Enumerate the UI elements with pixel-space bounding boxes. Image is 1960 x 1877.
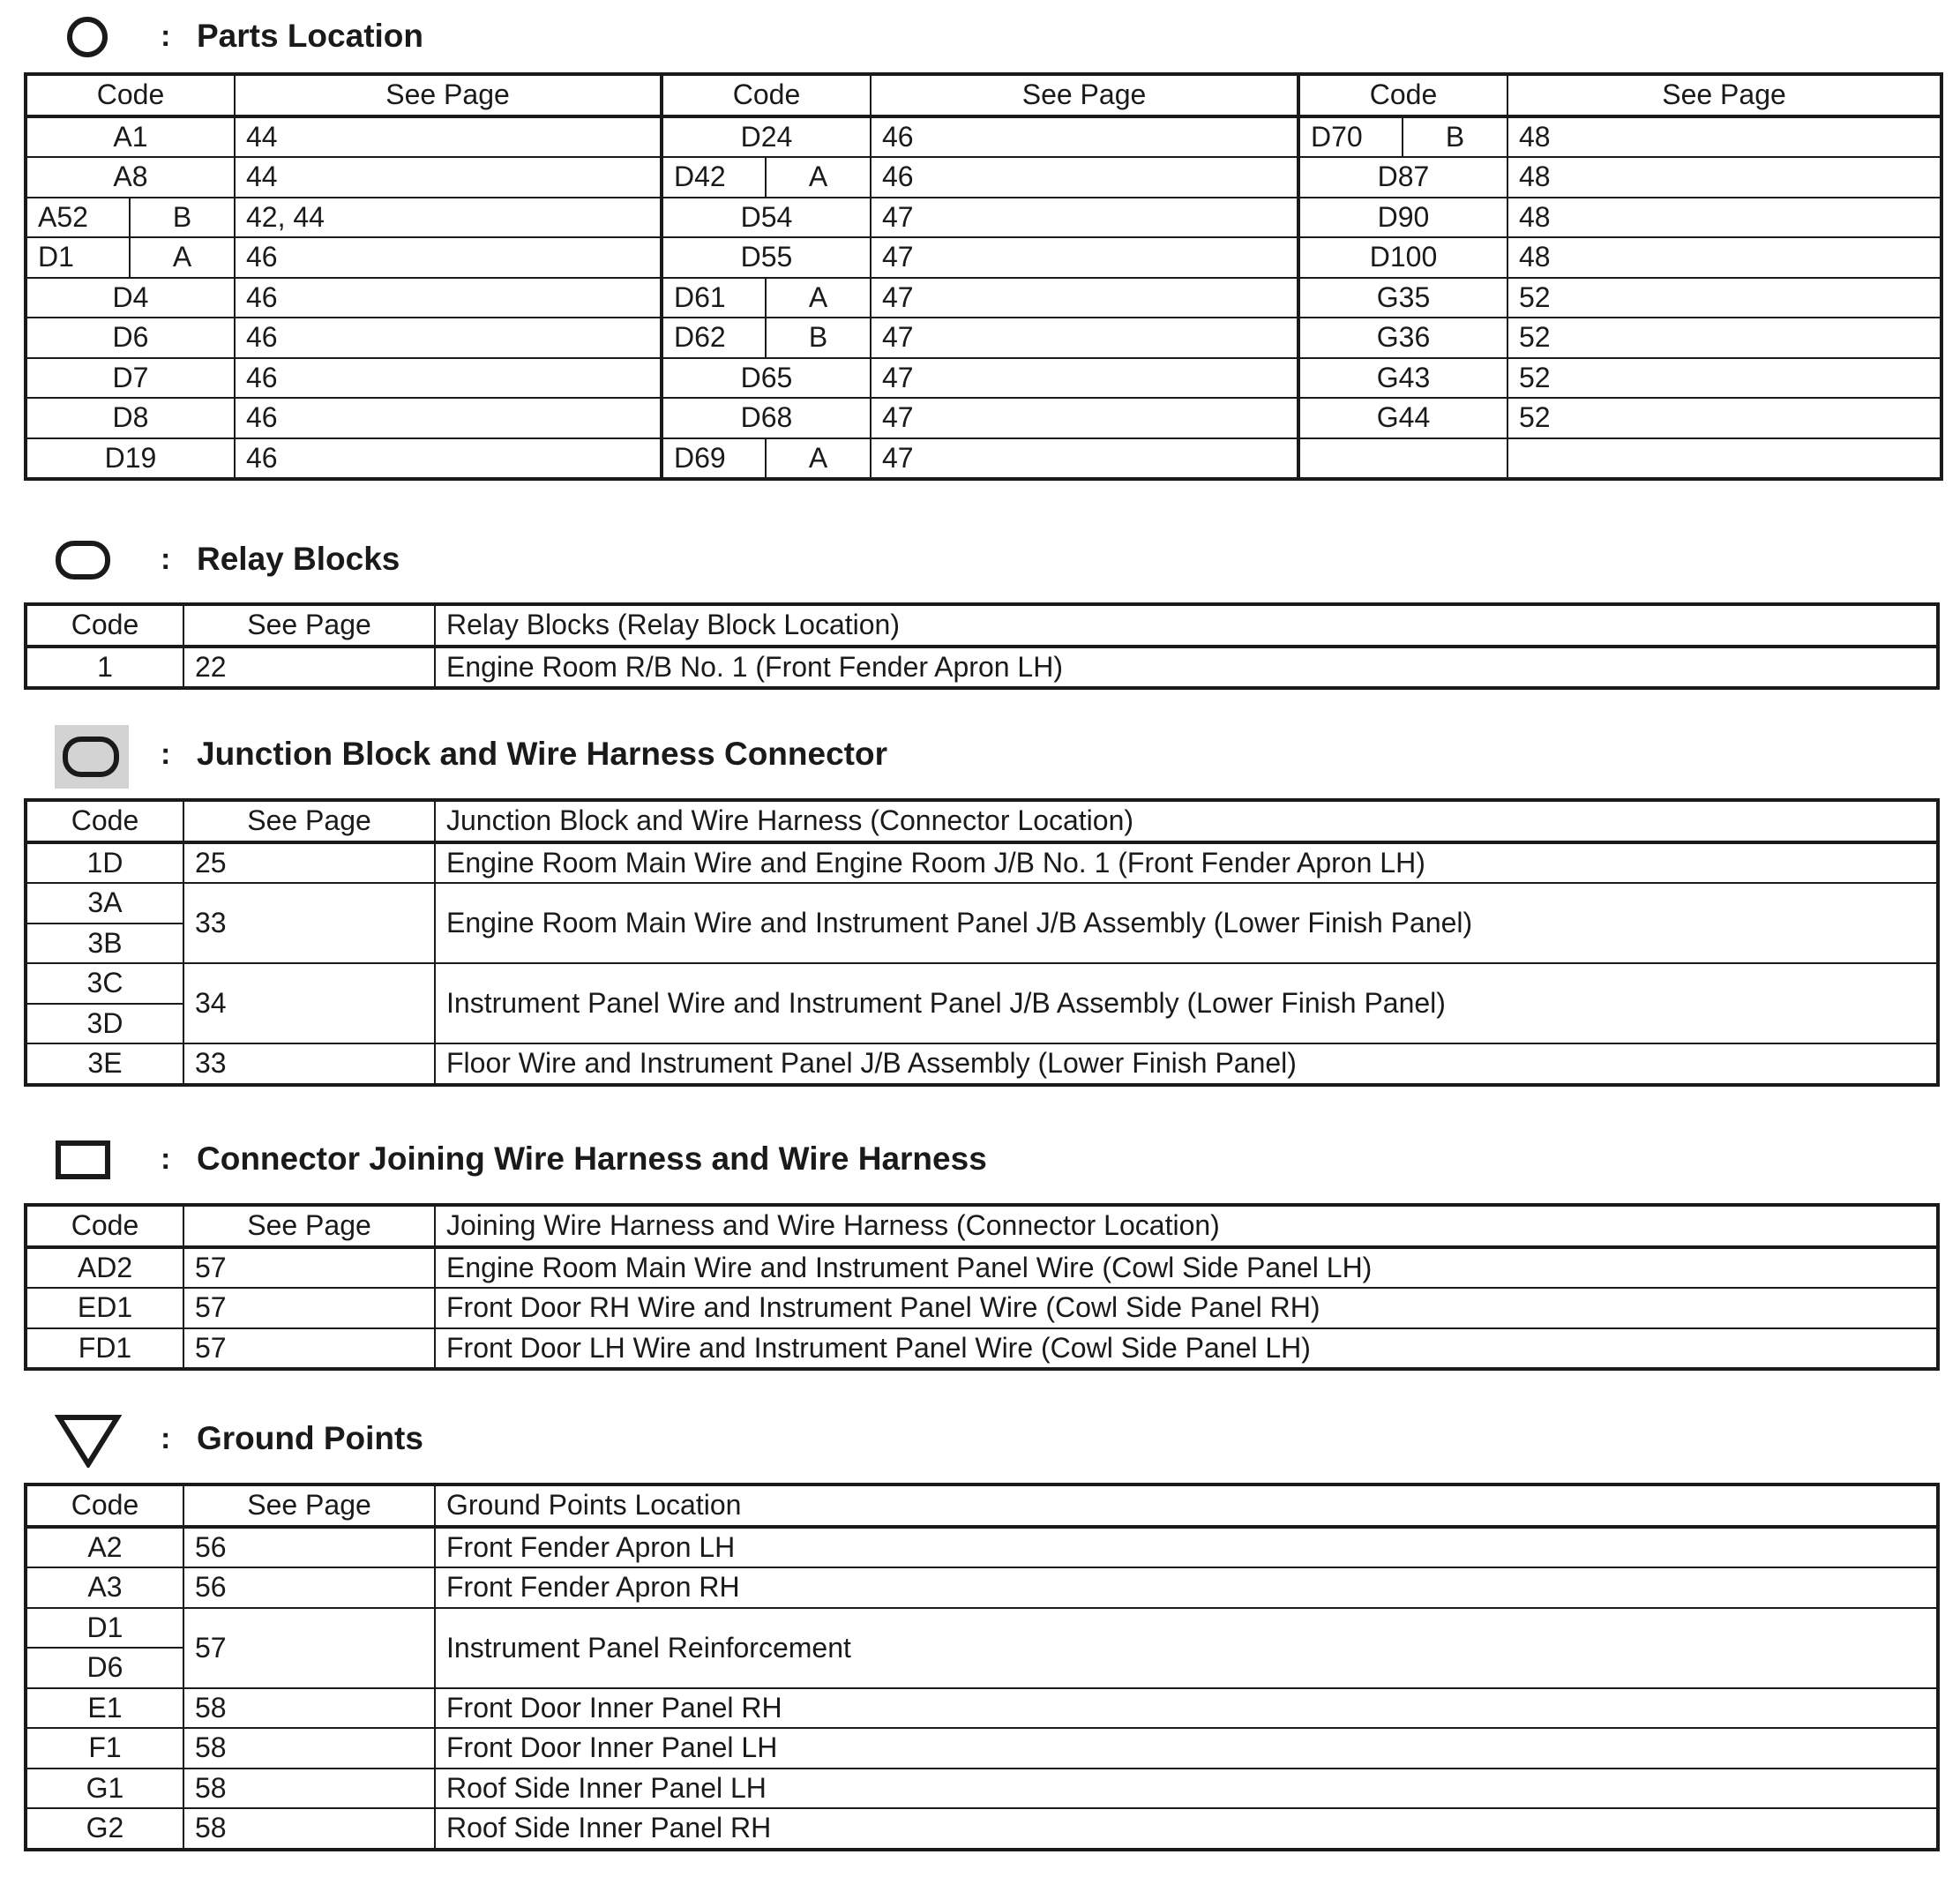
see-page-cell: 47 xyxy=(871,278,1298,318)
code-cell: D7 xyxy=(26,358,235,399)
see-page-cell: 44 xyxy=(235,157,662,198)
junction-block-header xyxy=(0,729,1960,781)
table-header-row xyxy=(26,604,1938,647)
table-row xyxy=(26,278,1941,318)
code-cell: A52 xyxy=(26,198,130,238)
column-header-see-page: See Page xyxy=(871,74,1298,116)
code-cell: G1 xyxy=(26,1769,183,1809)
location-cell: Roof Side Inner Panel LH xyxy=(435,1769,1938,1809)
see-page-cell: 48 xyxy=(1507,116,1941,158)
see-page-cell: 52 xyxy=(1507,398,1941,438)
table-row xyxy=(26,647,1938,689)
code-suffix-cell: A xyxy=(766,157,871,198)
table-row xyxy=(26,157,1941,198)
code-cell: F1 xyxy=(26,1728,183,1769)
column-header-see-page: See Page xyxy=(183,1205,435,1247)
location-cell: Front Door Inner Panel LH xyxy=(435,1728,1938,1769)
circle-icon xyxy=(65,15,109,59)
table-row xyxy=(26,883,1938,924)
location-cell: Instrument Panel Wire and Instrument Panel J/B Assembly (Lower Finish Panel) xyxy=(435,963,1938,1043)
table-row xyxy=(26,1527,1938,1568)
rounded-rectangle-icon xyxy=(55,538,113,582)
location-cell: Front Door Inner Panel RH xyxy=(435,1688,1938,1729)
code-cell: D6 xyxy=(26,1648,183,1688)
location-cell: Engine Room R/B No. 1 (Front Fender Apron LH) xyxy=(435,647,1938,689)
code-suffix-cell: A xyxy=(766,438,871,480)
see-page-cell: 44 xyxy=(235,116,662,158)
parts-location-table xyxy=(24,72,1943,481)
code-cell: G44 xyxy=(1298,398,1507,438)
see-page-cell: 52 xyxy=(1507,358,1941,399)
code-suffix-cell: A xyxy=(766,278,871,318)
code-suffix-cell: B xyxy=(1403,116,1507,158)
section-colon: : xyxy=(161,1142,171,1176)
column-header-code: Code xyxy=(26,74,235,116)
code-cell: D4 xyxy=(26,278,235,318)
table-row xyxy=(26,842,1938,884)
location-cell: Roof Side Inner Panel RH xyxy=(435,1808,1938,1850)
table-row xyxy=(26,1808,1938,1850)
column-header-code: Code xyxy=(26,800,183,842)
see-page-cell: 47 xyxy=(871,318,1298,358)
see-page-cell: 48 xyxy=(1507,157,1941,198)
table-row xyxy=(26,1328,1938,1370)
code-suffix-cell: B xyxy=(130,198,235,238)
code-cell: D100 xyxy=(1298,237,1507,278)
code-cell: D1 xyxy=(26,237,130,278)
code-cell: 3E xyxy=(26,1043,183,1085)
see-page-cell: 34 xyxy=(183,963,435,1043)
table-row xyxy=(26,1567,1938,1608)
location-cell: Floor Wire and Instrument Panel J/B Assembly (Lower Finish Panel) xyxy=(435,1043,1938,1085)
table-header-row xyxy=(26,74,1941,116)
column-header-code: Code xyxy=(662,74,871,116)
section-title-junction-block: Junction Block and Wire Harness Connector xyxy=(197,736,887,772)
location-cell: Engine Room Main Wire and Engine Room J/B No. 1 (Front Fender Apron LH) xyxy=(435,842,1938,884)
table-row xyxy=(26,237,1941,278)
column-header-code: Code xyxy=(26,1484,183,1527)
column-header-location: Ground Points Location xyxy=(435,1484,1938,1527)
table-row xyxy=(26,1608,1938,1649)
see-page-cell: 57 xyxy=(183,1247,435,1289)
code-cell: E1 xyxy=(26,1688,183,1729)
connector-joining-table xyxy=(24,1203,1940,1371)
column-header-see-page: See Page xyxy=(183,800,435,842)
code-cell: D62 xyxy=(662,318,766,358)
column-header-location: Relay Blocks (Relay Block Location) xyxy=(435,604,1938,647)
code-cell: D55 xyxy=(662,237,871,278)
code-cell: A2 xyxy=(26,1527,183,1568)
code-cell: D6 xyxy=(26,318,235,358)
see-page-cell: 25 xyxy=(183,842,435,884)
see-page-cell: 46 xyxy=(235,318,662,358)
table-row xyxy=(26,1688,1938,1729)
section-title-parts-location: Parts Location xyxy=(197,18,423,54)
section-title-relay-blocks: Relay Blocks xyxy=(197,541,400,577)
location-cell: Front Door LH Wire and Instrument Panel Wire (Cowl Side Panel LH) xyxy=(435,1328,1938,1370)
see-page-cell: 42, 44 xyxy=(235,198,662,238)
see-page-cell: 33 xyxy=(183,1043,435,1085)
table-header-row xyxy=(26,800,1938,842)
section-colon: : xyxy=(161,737,171,771)
column-header-location: Joining Wire Harness and Wire Harness (Connector Location) xyxy=(435,1205,1938,1247)
table-header-row xyxy=(26,1205,1938,1247)
see-page-cell: 46 xyxy=(871,116,1298,158)
see-page-cell: 47 xyxy=(871,398,1298,438)
location-cell: Engine Room Main Wire and Instrument Panel Wire (Cowl Side Panel LH) xyxy=(435,1247,1938,1289)
code-cell: D1 xyxy=(26,1608,183,1649)
code-cell: D61 xyxy=(662,278,766,318)
code-cell: A8 xyxy=(26,157,235,198)
code-cell: D19 xyxy=(26,438,235,480)
table-row xyxy=(26,1247,1938,1289)
location-cell: Front Fender Apron LH xyxy=(435,1527,1938,1568)
code-cell: 1D xyxy=(26,842,183,884)
see-page-cell: 52 xyxy=(1507,318,1941,358)
table-row xyxy=(26,116,1941,158)
see-page-cell: 58 xyxy=(183,1728,435,1769)
see-page-cell: 48 xyxy=(1507,237,1941,278)
section-colon: : xyxy=(161,1422,171,1455)
see-page-cell: 57 xyxy=(183,1328,435,1370)
code-cell: D87 xyxy=(1298,157,1507,198)
code-cell: 3D xyxy=(26,1004,183,1044)
location-cell: Front Fender Apron RH xyxy=(435,1567,1938,1608)
table-row xyxy=(26,358,1941,399)
location-cell: Engine Room Main Wire and Instrument Panel J/B Assembly (Lower Finish Panel) xyxy=(435,883,1938,963)
table-row xyxy=(26,398,1941,438)
section-title-ground-points: Ground Points xyxy=(197,1420,423,1456)
table-row xyxy=(26,963,1938,1004)
code-cell: D90 xyxy=(1298,198,1507,238)
code-cell: D8 xyxy=(26,398,235,438)
code-cell: D68 xyxy=(662,398,871,438)
code-cell: G43 xyxy=(1298,358,1507,399)
code-cell: D24 xyxy=(662,116,871,158)
code-cell: AD2 xyxy=(26,1247,183,1289)
code-cell: ED1 xyxy=(26,1288,183,1328)
see-page-cell: 47 xyxy=(871,358,1298,399)
see-page-cell: 52 xyxy=(1507,278,1941,318)
table-row xyxy=(26,1288,1938,1328)
down-triangle-icon xyxy=(55,1413,122,1468)
code-cell: G2 xyxy=(26,1808,183,1850)
see-page-cell: 56 xyxy=(183,1527,435,1568)
table-row xyxy=(26,1728,1938,1769)
relay-blocks-table xyxy=(24,602,1940,690)
column-header-code: Code xyxy=(26,1205,183,1247)
see-page-cell: 33 xyxy=(183,883,435,963)
see-page-cell: 47 xyxy=(871,438,1298,480)
code-cell: D65 xyxy=(662,358,871,399)
code-cell: D70 xyxy=(1298,116,1403,158)
code-cell: A3 xyxy=(26,1567,183,1608)
location-cell: Front Door RH Wire and Instrument Panel Wire (Cowl Side Panel RH) xyxy=(435,1288,1938,1328)
see-page-cell xyxy=(1507,438,1941,480)
parts-location-header xyxy=(0,11,1960,64)
column-header-location: Junction Block and Wire Harness (Connector Location) xyxy=(435,800,1938,842)
code-cell: G35 xyxy=(1298,278,1507,318)
section-title-connector-joining: Connector Joining Wire Harness and Wire Harness xyxy=(197,1140,987,1177)
code-cell: 3C xyxy=(26,963,183,1004)
connector-joining-header xyxy=(0,1133,1960,1186)
table-row xyxy=(26,318,1941,358)
code-cell: A1 xyxy=(26,116,235,158)
location-cell: Instrument Panel Reinforcement xyxy=(435,1608,1938,1688)
ground-points-table xyxy=(24,1483,1940,1851)
see-page-cell: 46 xyxy=(235,438,662,480)
table-header-row xyxy=(26,1484,1938,1527)
code-suffix-cell: B xyxy=(766,318,871,358)
see-page-cell: 58 xyxy=(183,1688,435,1729)
table-row xyxy=(26,1769,1938,1809)
code-cell: FD1 xyxy=(26,1328,183,1370)
see-page-cell: 46 xyxy=(871,157,1298,198)
column-header-see-page: See Page xyxy=(235,74,662,116)
column-header-code: Code xyxy=(26,604,183,647)
relay-blocks-header xyxy=(0,534,1960,587)
column-header-see-page: See Page xyxy=(183,1484,435,1527)
code-cell: D42 xyxy=(662,157,766,198)
see-page-cell: 22 xyxy=(183,647,435,689)
code-cell: 3B xyxy=(26,924,183,964)
table-row xyxy=(26,198,1941,238)
code-cell: 1 xyxy=(26,647,183,689)
see-page-cell: 58 xyxy=(183,1769,435,1809)
code-cell: G36 xyxy=(1298,318,1507,358)
see-page-cell: 46 xyxy=(235,358,662,399)
column-header-see-page: See Page xyxy=(183,604,435,647)
section-colon: : xyxy=(161,19,171,53)
column-header-see-page: See Page xyxy=(1507,74,1941,116)
code-suffix-cell: A xyxy=(130,237,235,278)
junction-block-table xyxy=(24,798,1940,1087)
see-page-cell: 57 xyxy=(183,1288,435,1328)
see-page-cell: 47 xyxy=(871,198,1298,238)
see-page-cell: 57 xyxy=(183,1608,435,1688)
table-row xyxy=(26,438,1941,480)
see-page-cell: 56 xyxy=(183,1567,435,1608)
rectangle-icon xyxy=(55,1138,113,1182)
section-colon: : xyxy=(161,542,171,576)
see-page-cell: 46 xyxy=(235,237,662,278)
shaded-rounded-rectangle-icon xyxy=(55,725,129,789)
see-page-cell: 47 xyxy=(871,237,1298,278)
see-page-cell: 46 xyxy=(235,278,662,318)
code-cell xyxy=(1298,438,1507,480)
code-cell: D69 xyxy=(662,438,766,480)
column-header-code: Code xyxy=(1298,74,1507,116)
see-page-cell: 48 xyxy=(1507,198,1941,238)
see-page-cell: 58 xyxy=(183,1808,435,1850)
code-cell: D54 xyxy=(662,198,871,238)
ground-points-header xyxy=(0,1413,1960,1466)
table-row xyxy=(26,1043,1938,1085)
code-cell: 3A xyxy=(26,883,183,924)
see-page-cell: 46 xyxy=(235,398,662,438)
